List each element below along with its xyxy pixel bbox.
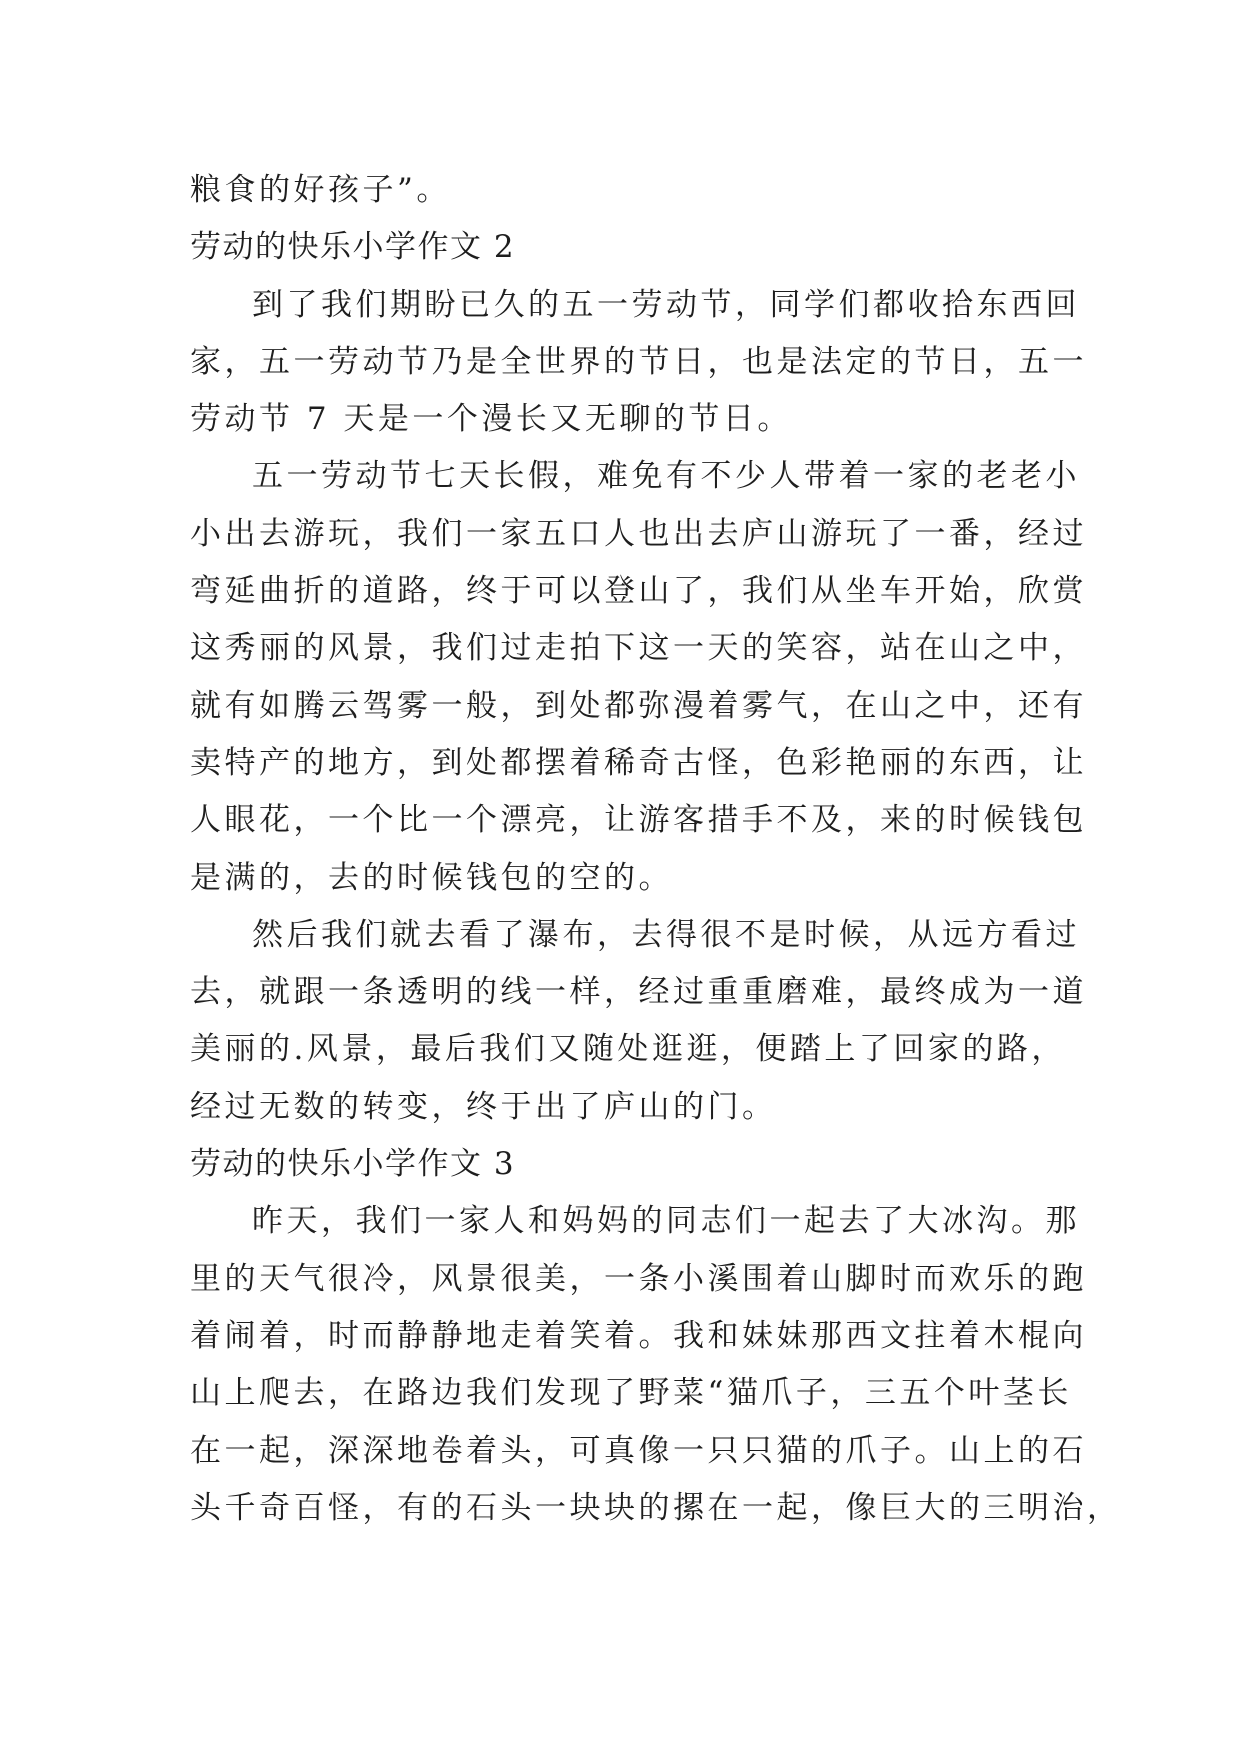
paragraph-line: 美丽的.风景，最后我们又随处逛逛，便踏上了回家的路， [190, 1031, 1066, 1068]
document-body [190, 162, 1122, 1537]
paragraph-line: 然后我们就去看了瀑布，去得很不是时候，从远方看过 [252, 916, 1080, 953]
paragraph-line: 经过无数的转变，终于出了庐山的门。 [190, 1088, 777, 1125]
paragraph-line: 是满的，去的时候钱包的空的。 [190, 859, 673, 896]
paragraph-line: 这秀丽的风景，我们过走拍下这一天的笑容，站在山之中， [190, 630, 1087, 667]
paragraph-line: 在一起，深深地卷着头，可真像一只只猫的爪子。山上的石 [190, 1432, 1087, 1469]
paragraph-line: 里的天气很冷，风景很美，一条小溪围着山脚时而欢乐的跑 [190, 1260, 1087, 1297]
paragraph-line: 去，就跟一条透明的线一样，经过重重磨难，最终成为一道 [190, 974, 1087, 1011]
essay-2-paragraph-3 [190, 907, 1087, 1136]
paragraph-line: 就有如腾云驾雾一般，到处都弥漫着雾气，在山之中，还有 [190, 687, 1087, 724]
paragraph-line: 小出去游玩，我们一家五口人也出去庐山游玩了一番，经过 [190, 515, 1087, 552]
essay-2-paragraph-2 [190, 448, 1087, 906]
paragraph-line: 昨天，我们一家人和妈妈的同志们一起去了大冰沟。那 [252, 1203, 1080, 1240]
intro-tail-line: 粮食的好孩子”。 [190, 172, 451, 208]
paragraph-line: 家，五一劳动节乃是全世界的节日，也是法定的节日，五一 [190, 343, 1087, 380]
paragraph-line: 劳动节 7 天是一个漫长又无聊的节日。 [190, 401, 792, 438]
essay-3-paragraph-1 [190, 1193, 1122, 1537]
paragraph-line: 到了我们期盼已久的五一劳动节，同学们都收拾东西回 [252, 286, 1080, 323]
paragraph-line: 弯延曲折的道路，终于可以登山了，我们从坐车开始，欣赏 [190, 573, 1087, 610]
essay-2-paragraph-1 [190, 277, 1087, 449]
essay-3-title: 劳动的快乐小学作文 3 [190, 1146, 516, 1183]
paragraph-line: 人眼花，一个比一个漂亮，让游客措手不及，来的时候钱包 [190, 802, 1087, 839]
essay-2-title: 劳动的快乐小学作文 2 [190, 229, 516, 266]
paragraph-line: 头千奇百怪，有的石头一块块的摞在一起，像巨大的三明治， [190, 1489, 1122, 1526]
paragraph-line: 卖特产的地方，到处都摆着稀奇古怪，色彩艳丽的东西，让 [190, 744, 1087, 781]
paragraph-line: 五一劳动节七天长假，难免有不少人带着一家的老老小 [252, 458, 1080, 495]
paragraph-line: 山上爬去，在路边我们发现了野菜“猫爪子，三五个叶茎长 [190, 1375, 1072, 1412]
paragraph-line: 着闹着，时而静静地走着笑着。我和妹妹那西文拄着木棍向 [190, 1317, 1087, 1354]
